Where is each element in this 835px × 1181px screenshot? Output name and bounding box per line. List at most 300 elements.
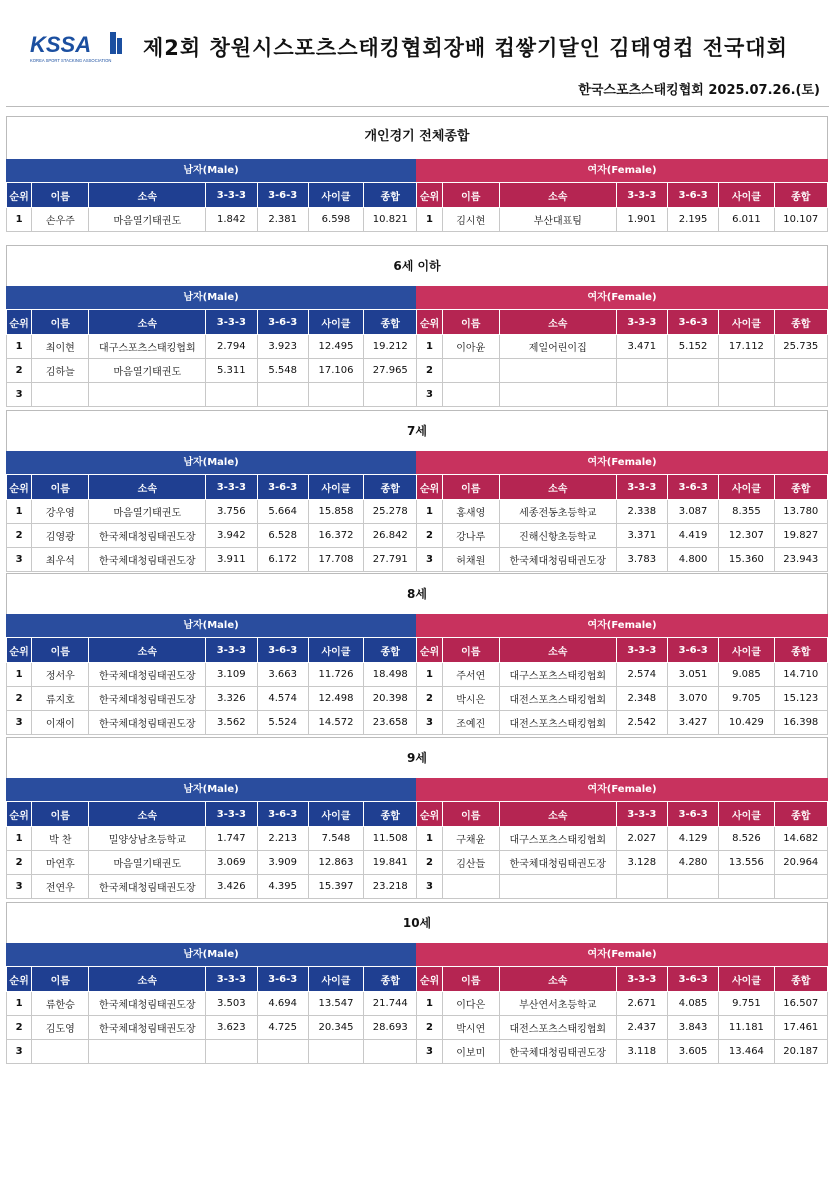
female-team-cell: 진해신항초등학교 <box>499 524 616 548</box>
column-header: 3-3-3 <box>616 967 667 992</box>
male-team-cell <box>89 383 206 407</box>
male-time-cell: 10.821 <box>364 208 417 232</box>
male-time-cell: 4.725 <box>257 1016 308 1040</box>
female-team-cell <box>499 875 616 899</box>
male-name-cell: 강우영 <box>32 500 89 524</box>
male-time-cell: 23.218 <box>364 875 417 899</box>
male-time-cell: 4.395 <box>257 875 308 899</box>
male-time-cell: 3.109 <box>206 663 257 687</box>
male-rank-cell: 1 <box>7 208 32 232</box>
male-time-cell: 3.663 <box>257 663 308 687</box>
female-time-cell: 12.307 <box>719 524 774 548</box>
table-row <box>7 335 828 359</box>
male-time-cell: 25.278 <box>364 500 417 524</box>
female-name-cell: 홍새영 <box>442 500 499 524</box>
female-time-cell <box>774 359 827 383</box>
female-header: 여자(Female) <box>416 614 828 637</box>
gender-header-row <box>6 451 828 474</box>
male-rank-cell: 2 <box>7 687 32 711</box>
section-title: 6세 이하 <box>6 245 828 286</box>
column-header: 순위 <box>7 638 32 663</box>
female-name-cell <box>442 383 499 407</box>
male-rank-cell: 1 <box>7 992 32 1016</box>
column-header: 순위 <box>417 967 442 992</box>
male-name-cell: 마연후 <box>32 851 89 875</box>
male-name-cell: 전연우 <box>32 875 89 899</box>
column-header: 3-6-3 <box>667 967 718 992</box>
male-time-cell: 3.942 <box>206 524 257 548</box>
column-header-row <box>7 638 828 663</box>
female-team-cell: 부산연서초등학교 <box>499 992 616 1016</box>
female-team-cell: 대구스포츠스태킹협회 <box>499 663 616 687</box>
table-row <box>7 359 828 383</box>
female-rank-cell: 3 <box>417 383 442 407</box>
male-time-cell <box>308 1040 363 1064</box>
male-time-cell: 7.548 <box>308 827 363 851</box>
column-header: 소속 <box>499 183 616 208</box>
male-team-cell: 마음열기태권도 <box>89 208 206 232</box>
female-rank-cell: 3 <box>417 1040 442 1064</box>
male-time-cell: 27.791 <box>364 548 417 572</box>
male-time-cell: 1.842 <box>206 208 257 232</box>
column-header: 사이클 <box>719 967 774 992</box>
column-header: 3-6-3 <box>257 310 308 335</box>
column-header: 이름 <box>32 475 89 500</box>
column-header: 사이클 <box>308 638 363 663</box>
male-header: 남자(Male) <box>6 614 416 637</box>
female-rank-cell: 1 <box>417 500 442 524</box>
column-header: 종합 <box>774 310 827 335</box>
results-table <box>6 309 828 407</box>
column-header: 종합 <box>364 967 417 992</box>
female-rank-cell: 1 <box>417 663 442 687</box>
female-time-cell: 3.471 <box>616 335 667 359</box>
column-header: 이름 <box>442 967 499 992</box>
column-header: 소속 <box>89 475 206 500</box>
male-time-cell: 20.345 <box>308 1016 363 1040</box>
male-time-cell: 5.311 <box>206 359 257 383</box>
column-header: 3-3-3 <box>206 967 257 992</box>
male-name-cell <box>32 383 89 407</box>
female-name-cell: 이보미 <box>442 1040 499 1064</box>
section-title: 10세 <box>6 902 828 943</box>
male-time-cell <box>364 383 417 407</box>
female-team-cell: 부산대표팀 <box>499 208 616 232</box>
result-section <box>6 116 828 232</box>
male-time-cell: 12.863 <box>308 851 363 875</box>
female-time-cell: 13.780 <box>774 500 827 524</box>
male-time-cell: 1.747 <box>206 827 257 851</box>
column-header: 순위 <box>417 475 442 500</box>
female-rank-cell: 3 <box>417 548 442 572</box>
male-time-cell: 3.562 <box>206 711 257 735</box>
table-row <box>7 827 828 851</box>
female-time-cell: 13.464 <box>719 1040 774 1064</box>
column-header: 이름 <box>32 183 89 208</box>
svg-text:KOREA SPORT STACKING ASSOCIATI: KOREA SPORT STACKING ASSOCIATION <box>30 58 112 63</box>
table-row <box>7 383 828 407</box>
result-section <box>6 245 828 407</box>
male-time-cell: 6.528 <box>257 524 308 548</box>
column-header: 순위 <box>417 638 442 663</box>
kssa-logo <box>28 28 128 68</box>
female-time-cell: 3.128 <box>616 851 667 875</box>
male-name-cell: 류지호 <box>32 687 89 711</box>
female-time-cell: 13.556 <box>719 851 774 875</box>
female-name-cell: 주서연 <box>442 663 499 687</box>
column-header: 사이클 <box>719 310 774 335</box>
column-header: 3-3-3 <box>616 802 667 827</box>
male-time-cell: 14.572 <box>308 711 363 735</box>
column-header: 3-3-3 <box>616 310 667 335</box>
column-header: 이름 <box>442 183 499 208</box>
male-time-cell: 5.524 <box>257 711 308 735</box>
column-header: 종합 <box>364 638 417 663</box>
male-time-cell: 2.794 <box>206 335 257 359</box>
column-header: 사이클 <box>308 802 363 827</box>
male-header: 남자(Male) <box>6 159 416 182</box>
male-header: 남자(Male) <box>6 286 416 309</box>
female-header: 여자(Female) <box>416 159 828 182</box>
male-time-cell: 3.069 <box>206 851 257 875</box>
male-name-cell <box>32 1040 89 1064</box>
column-header: 종합 <box>364 310 417 335</box>
male-name-cell: 김도영 <box>32 1016 89 1040</box>
table-row <box>7 500 828 524</box>
male-rank-cell: 2 <box>7 851 32 875</box>
female-time-cell: 15.360 <box>719 548 774 572</box>
female-name-cell <box>442 875 499 899</box>
female-team-cell: 한국체대청림태권도장 <box>499 1040 616 1064</box>
column-header: 종합 <box>364 475 417 500</box>
column-header: 순위 <box>7 967 32 992</box>
column-header: 사이클 <box>719 638 774 663</box>
male-time-cell: 15.397 <box>308 875 363 899</box>
column-header: 종합 <box>774 183 827 208</box>
section-title: 9세 <box>6 737 828 778</box>
column-header: 3-6-3 <box>667 310 718 335</box>
result-section <box>6 737 828 899</box>
male-team-cell: 한국체대청림태권도장 <box>89 1016 206 1040</box>
section-title: 8세 <box>6 573 828 614</box>
female-time-cell: 6.011 <box>719 208 774 232</box>
male-team-cell: 대구스포츠스태킹협회 <box>89 335 206 359</box>
male-team-cell: 한국체대청림태권도장 <box>89 687 206 711</box>
male-header: 남자(Male) <box>6 943 416 966</box>
female-time-cell <box>719 383 774 407</box>
column-header: 3-3-3 <box>616 638 667 663</box>
male-time-cell: 12.498 <box>308 687 363 711</box>
female-time-cell: 11.181 <box>719 1016 774 1040</box>
female-time-cell: 2.671 <box>616 992 667 1016</box>
male-time-cell: 3.909 <box>257 851 308 875</box>
column-header: 소속 <box>499 638 616 663</box>
header-divider <box>6 106 829 107</box>
female-header: 여자(Female) <box>416 943 828 966</box>
male-name-cell: 김하늘 <box>32 359 89 383</box>
column-header: 이름 <box>442 802 499 827</box>
column-header: 사이클 <box>308 967 363 992</box>
column-header: 3-3-3 <box>616 475 667 500</box>
male-time-cell: 18.498 <box>364 663 417 687</box>
male-time-cell: 11.508 <box>364 827 417 851</box>
column-header: 순위 <box>7 802 32 827</box>
column-header: 이름 <box>442 475 499 500</box>
male-team-cell: 한국체대청림태권도장 <box>89 711 206 735</box>
male-name-cell: 박 찬 <box>32 827 89 851</box>
female-time-cell: 15.123 <box>774 687 827 711</box>
female-name-cell: 이다은 <box>442 992 499 1016</box>
section-title: 개인경기 전체종합 <box>6 116 828 159</box>
female-header: 여자(Female) <box>416 778 828 801</box>
female-team-cell <box>499 359 616 383</box>
male-team-cell: 마음열기태권도 <box>89 359 206 383</box>
female-team-cell: 한국체대청림태권도장 <box>499 548 616 572</box>
female-team-cell: 대전스포츠스태킹협회 <box>499 1016 616 1040</box>
female-time-cell: 10.107 <box>774 208 827 232</box>
male-time-cell: 3.426 <box>206 875 257 899</box>
column-header-row <box>7 967 828 992</box>
male-time-cell: 15.858 <box>308 500 363 524</box>
results-table <box>6 182 828 232</box>
female-time-cell: 9.085 <box>719 663 774 687</box>
column-header: 소속 <box>499 310 616 335</box>
column-header: 소속 <box>89 310 206 335</box>
column-header: 소속 <box>499 475 616 500</box>
column-header: 3-6-3 <box>257 638 308 663</box>
column-header: 순위 <box>417 802 442 827</box>
female-rank-cell: 2 <box>417 1016 442 1040</box>
male-time-cell: 17.708 <box>308 548 363 572</box>
female-time-cell: 3.051 <box>667 663 718 687</box>
male-time-cell: 4.574 <box>257 687 308 711</box>
female-time-cell: 4.129 <box>667 827 718 851</box>
female-team-cell <box>499 383 616 407</box>
female-name-cell: 강나루 <box>442 524 499 548</box>
male-time-cell: 28.693 <box>364 1016 417 1040</box>
male-name-cell: 류한승 <box>32 992 89 1016</box>
male-rank-cell: 2 <box>7 1016 32 1040</box>
male-name-cell: 정서우 <box>32 663 89 687</box>
female-rank-cell: 1 <box>417 992 442 1016</box>
gender-header-row <box>6 778 828 801</box>
results-table <box>6 966 828 1064</box>
column-header: 이름 <box>32 802 89 827</box>
column-header: 3-3-3 <box>206 183 257 208</box>
column-header: 소속 <box>89 638 206 663</box>
column-header: 이름 <box>32 310 89 335</box>
table-row <box>7 851 828 875</box>
male-name-cell: 최우석 <box>32 548 89 572</box>
male-rank-cell: 3 <box>7 711 32 735</box>
male-time-cell: 12.495 <box>308 335 363 359</box>
female-time-cell: 4.280 <box>667 851 718 875</box>
column-header: 3-6-3 <box>667 638 718 663</box>
female-rank-cell: 1 <box>417 827 442 851</box>
male-time-cell <box>257 383 308 407</box>
female-time-cell: 4.800 <box>667 548 718 572</box>
male-time-cell <box>206 1040 257 1064</box>
female-time-cell: 3.371 <box>616 524 667 548</box>
female-team-cell: 제일어린이집 <box>499 335 616 359</box>
column-header: 3-3-3 <box>206 802 257 827</box>
male-team-cell <box>89 1040 206 1064</box>
female-time-cell: 3.070 <box>667 687 718 711</box>
column-header: 3-3-3 <box>206 638 257 663</box>
female-team-cell: 세종전동초등학교 <box>499 500 616 524</box>
gender-header-row <box>6 159 828 182</box>
female-rank-cell: 2 <box>417 359 442 383</box>
male-time-cell <box>364 1040 417 1064</box>
table-row <box>7 524 828 548</box>
female-time-cell: 9.705 <box>719 687 774 711</box>
column-header: 소속 <box>89 802 206 827</box>
female-team-cell: 대전스포츠스태킹협회 <box>499 711 616 735</box>
female-time-cell <box>774 383 827 407</box>
male-time-cell: 3.623 <box>206 1016 257 1040</box>
gender-header-row <box>6 943 828 966</box>
column-header: 순위 <box>7 183 32 208</box>
female-time-cell: 2.195 <box>667 208 718 232</box>
female-time-cell: 3.087 <box>667 500 718 524</box>
table-row <box>7 1016 828 1040</box>
male-header: 남자(Male) <box>6 778 416 801</box>
column-header: 종합 <box>364 802 417 827</box>
column-header: 3-6-3 <box>257 802 308 827</box>
female-time-cell: 5.152 <box>667 335 718 359</box>
male-rank-cell: 2 <box>7 524 32 548</box>
column-header: 사이클 <box>308 475 363 500</box>
results-table <box>6 474 828 572</box>
male-time-cell: 21.744 <box>364 992 417 1016</box>
result-section <box>6 573 828 735</box>
male-time-cell <box>308 383 363 407</box>
male-time-cell: 17.106 <box>308 359 363 383</box>
column-header: 종합 <box>364 183 417 208</box>
column-header: 이름 <box>32 967 89 992</box>
female-rank-cell: 3 <box>417 875 442 899</box>
page-header <box>0 0 835 110</box>
male-rank-cell: 3 <box>7 383 32 407</box>
gender-header-row <box>6 614 828 637</box>
female-rank-cell: 2 <box>417 687 442 711</box>
female-rank-cell: 2 <box>417 851 442 875</box>
column-header: 사이클 <box>719 475 774 500</box>
column-header: 3-6-3 <box>257 183 308 208</box>
female-time-cell <box>616 359 667 383</box>
table-row <box>7 687 828 711</box>
table-row <box>7 875 828 899</box>
male-time-cell: 19.841 <box>364 851 417 875</box>
male-time-cell: 5.664 <box>257 500 308 524</box>
male-team-cell: 한국체대청림태권도장 <box>89 992 206 1016</box>
male-rank-cell: 1 <box>7 663 32 687</box>
column-header: 3-6-3 <box>667 802 718 827</box>
male-time-cell: 3.756 <box>206 500 257 524</box>
result-section <box>6 902 828 1064</box>
female-header: 여자(Female) <box>416 451 828 474</box>
male-team-cell: 밀양상남초등학교 <box>89 827 206 851</box>
female-time-cell <box>667 359 718 383</box>
organizer-date: 한국스포츠스태킹협회 2025.07.26.(토) <box>578 83 820 98</box>
column-header: 순위 <box>417 310 442 335</box>
female-name-cell: 박시은 <box>442 687 499 711</box>
column-header: 소속 <box>499 802 616 827</box>
female-time-cell: 3.605 <box>667 1040 718 1064</box>
female-time-cell: 3.843 <box>667 1016 718 1040</box>
male-time-cell: 3.911 <box>206 548 257 572</box>
female-time-cell: 2.437 <box>616 1016 667 1040</box>
female-time-cell <box>616 383 667 407</box>
male-team-cell: 한국체대청림태권도장 <box>89 524 206 548</box>
female-team-cell: 대전스포츠스태킹협회 <box>499 687 616 711</box>
male-rank-cell: 3 <box>7 875 32 899</box>
female-name-cell <box>442 359 499 383</box>
female-time-cell: 16.507 <box>774 992 827 1016</box>
column-header: 사이클 <box>308 310 363 335</box>
male-time-cell <box>257 1040 308 1064</box>
table-row <box>7 663 828 687</box>
column-header: 순위 <box>417 183 442 208</box>
male-rank-cell: 3 <box>7 1040 32 1064</box>
female-time-cell: 1.901 <box>616 208 667 232</box>
female-team-cell: 대구스포츠스태킹협회 <box>499 827 616 851</box>
female-time-cell: 20.964 <box>774 851 827 875</box>
male-team-cell: 마음열기태권도 <box>89 851 206 875</box>
male-time-cell: 27.965 <box>364 359 417 383</box>
column-header: 이름 <box>32 638 89 663</box>
table-row <box>7 208 828 232</box>
column-header: 3-3-3 <box>206 310 257 335</box>
female-time-cell: 4.085 <box>667 992 718 1016</box>
female-rank-cell: 2 <box>417 524 442 548</box>
female-time-cell: 2.542 <box>616 711 667 735</box>
female-team-cell: 한국체대청림태권도장 <box>499 851 616 875</box>
male-time-cell: 3.923 <box>257 335 308 359</box>
female-name-cell: 조예진 <box>442 711 499 735</box>
female-time-cell: 17.461 <box>774 1016 827 1040</box>
column-header-row <box>7 183 828 208</box>
column-header: 3-6-3 <box>257 967 308 992</box>
male-time-cell <box>206 383 257 407</box>
column-header: 소속 <box>499 967 616 992</box>
male-rank-cell: 2 <box>7 359 32 383</box>
female-time-cell: 8.526 <box>719 827 774 851</box>
female-name-cell: 허채원 <box>442 548 499 572</box>
female-name-cell: 구채윤 <box>442 827 499 851</box>
male-rank-cell: 1 <box>7 335 32 359</box>
column-header: 순위 <box>7 310 32 335</box>
column-header: 순위 <box>7 475 32 500</box>
female-name-cell: 김시현 <box>442 208 499 232</box>
female-time-cell: 2.348 <box>616 687 667 711</box>
column-header: 종합 <box>774 638 827 663</box>
male-time-cell: 16.372 <box>308 524 363 548</box>
female-time-cell <box>774 875 827 899</box>
female-time-cell <box>667 383 718 407</box>
male-time-cell: 5.548 <box>257 359 308 383</box>
female-time-cell: 20.187 <box>774 1040 827 1064</box>
male-name-cell: 김영광 <box>32 524 89 548</box>
female-rank-cell: 1 <box>417 335 442 359</box>
male-team-cell: 한국체대청림태권도장 <box>89 663 206 687</box>
male-time-cell: 23.658 <box>364 711 417 735</box>
female-time-cell: 14.710 <box>774 663 827 687</box>
column-header: 종합 <box>774 967 827 992</box>
female-header: 여자(Female) <box>416 286 828 309</box>
table-row <box>7 992 828 1016</box>
male-rank-cell: 1 <box>7 500 32 524</box>
